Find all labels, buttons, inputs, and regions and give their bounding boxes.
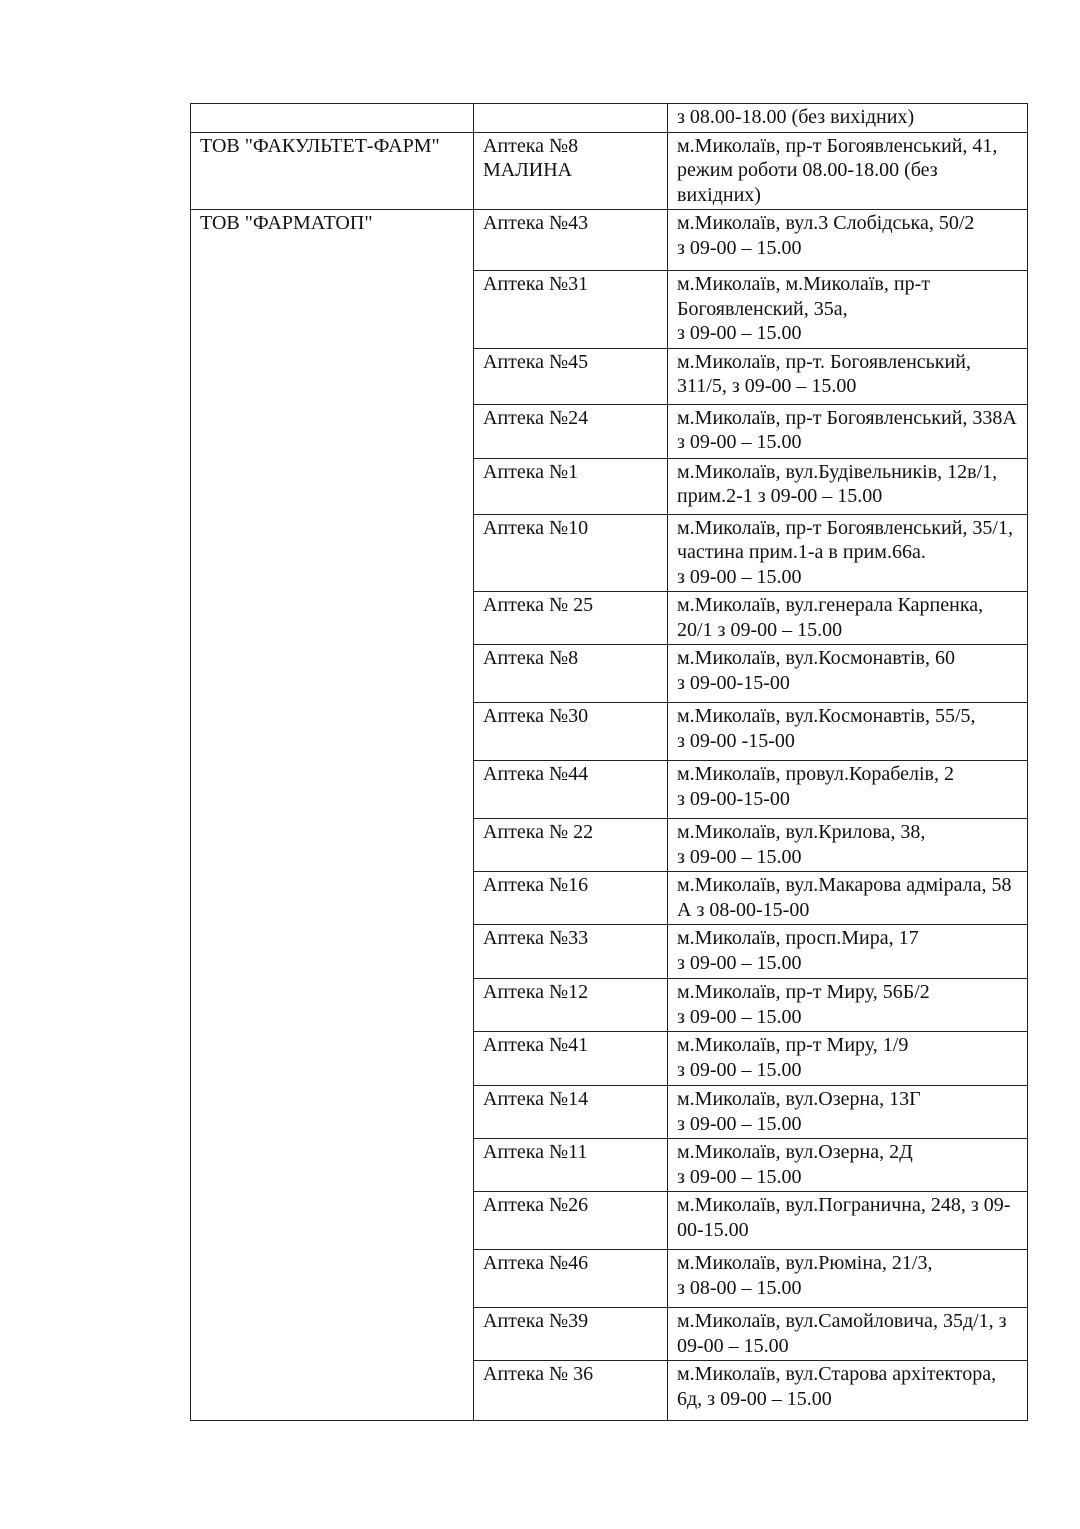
pharmacy-cell: Аптека №46 [474, 1250, 668, 1308]
pharmacy-cell: Аптека №10 [474, 514, 668, 592]
org-cell [191, 104, 474, 133]
address-cell: м.Миколаїв, провул.Корабелів, 2 з 09-00-15-00 [668, 761, 1028, 819]
address-cell: м.Миколаїв, пр-т. Богоявленський, 311/5, з 09-00 – 15.00 [668, 348, 1028, 404]
address-cell: м.Миколаїв, вул.Крилова, 38, з 09-00 – 15.00 [668, 819, 1028, 872]
pharmacy-cell: Аптека №45 [474, 348, 668, 404]
pharmacy-cell: Аптека №26 [474, 1192, 668, 1250]
address-cell: м.Миколаїв, вул.Космонавтів, 55/5, з 09-00 -15-00 [668, 703, 1028, 761]
pharmacy-table [190, 103, 1028, 1421]
pharmacy-cell: Аптека №43 [474, 210, 668, 271]
pharmacy-cell: Аптека №8 МАЛИНА [474, 132, 668, 210]
pharmacy-cell: Аптека №16 [474, 872, 668, 925]
pharmacy-cell: Аптека №41 [474, 1032, 668, 1086]
address-cell: м.Миколаїв, вул.Озерна, 13Г з 09-00 – 15.00 [668, 1086, 1028, 1139]
pharmacy-cell: Аптека №39 [474, 1308, 668, 1361]
pharmacy-cell: Аптека №44 [474, 761, 668, 819]
address-cell: м.Миколаїв, вул.Озерна, 2Д з 09-00 – 15.00 [668, 1139, 1028, 1192]
pharmacy-cell: Аптека №11 [474, 1139, 668, 1192]
pharmacy-cell: Аптека № 25 [474, 592, 668, 645]
address-cell: м.Миколаїв, пр-т Богоявленський, 41, режим роботи 08.00-18.00 (без вихідних) [668, 132, 1028, 210]
address-cell: м.Миколаїв, пр-т Миру, 56Б/2 з 09-00 – 15.00 [668, 979, 1028, 1032]
pharmacy-cell: Аптека №31 [474, 271, 668, 349]
pharmacy-cell: Аптека №12 [474, 979, 668, 1032]
address-cell: м.Миколаїв, вул.Макарова адмірала, 58 А з 08-00-15-00 [668, 872, 1028, 925]
address-cell: м.Миколаїв, вул.Пограничнa, 248, з 09-00-15.00 [668, 1192, 1028, 1250]
table-row [191, 132, 1028, 210]
pharmacy-cell: Аптека №8 [474, 645, 668, 703]
address-cell: м.Миколаїв, вул.Космонавтів, 60 з 09-00-15-00 [668, 645, 1028, 703]
address-cell: з 08.00-18.00 (без вихідних) [668, 104, 1028, 133]
address-cell: м.Миколаїв, вул.Самойловича, 35д/1, з 09-00 – 15.00 [668, 1308, 1028, 1361]
address-cell: м.Миколаїв, вул.генерала Карпенка, 20/1 з 09-00 – 15.00 [668, 592, 1028, 645]
address-cell: м.Миколаїв, вул.Рюміна, 21/3, з 08-00 – 15.00 [668, 1250, 1028, 1308]
pharmacy-cell: Аптека №30 [474, 703, 668, 761]
pharmacy-cell: Аптека №24 [474, 404, 668, 458]
address-cell: м.Миколаїв, пр-т Богоявленський, 338А з 09-00 – 15.00 [668, 404, 1028, 458]
org-cell: ТОВ "ФАРМАТОП" [191, 210, 474, 1421]
table-row [191, 210, 1028, 271]
address-cell: м.Миколаїв, вул.3 Слобідська, 50/2 з 09-00 – 15.00 [668, 210, 1028, 271]
pharmacy-cell: Аптека №1 [474, 458, 668, 514]
pharmacy-cell: Аптека №33 [474, 925, 668, 979]
org-cell: ТОВ "ФАКУЛЬТЕТ-ФАРМ" [191, 132, 474, 210]
address-cell: м.Миколаїв, вул.Будівельників, 12в/1, прим.2-1 з 09-00 – 15.00 [668, 458, 1028, 514]
address-cell: м.Миколаїв, м.Миколаїв, пр-т Богоявленский, 35а, з 09-00 – 15.00 [668, 271, 1028, 349]
pharmacy-cell: Аптека № 36 [474, 1361, 668, 1421]
address-cell: м.Миколаїв, вул.Старова архітектора, 6д, з 09-00 – 15.00 [668, 1361, 1028, 1421]
pharmacy-cell: Аптека № 22 [474, 819, 668, 872]
table-row [191, 104, 1028, 133]
address-cell: м.Миколаїв, пр-т Миру, 1/9 з 09-00 – 15.00 [668, 1032, 1028, 1086]
pharmacy-cell [474, 104, 668, 133]
pharmacy-cell: Аптека №14 [474, 1086, 668, 1139]
address-cell: м.Миколаїв, пр-т Богоявленський, 35/1, частина прим.1-а в прим.66а. з 09-00 – 15.00 [668, 514, 1028, 592]
address-cell: м.Миколаїв, просп.Мира, 17 з 09-00 – 15.00 [668, 925, 1028, 979]
